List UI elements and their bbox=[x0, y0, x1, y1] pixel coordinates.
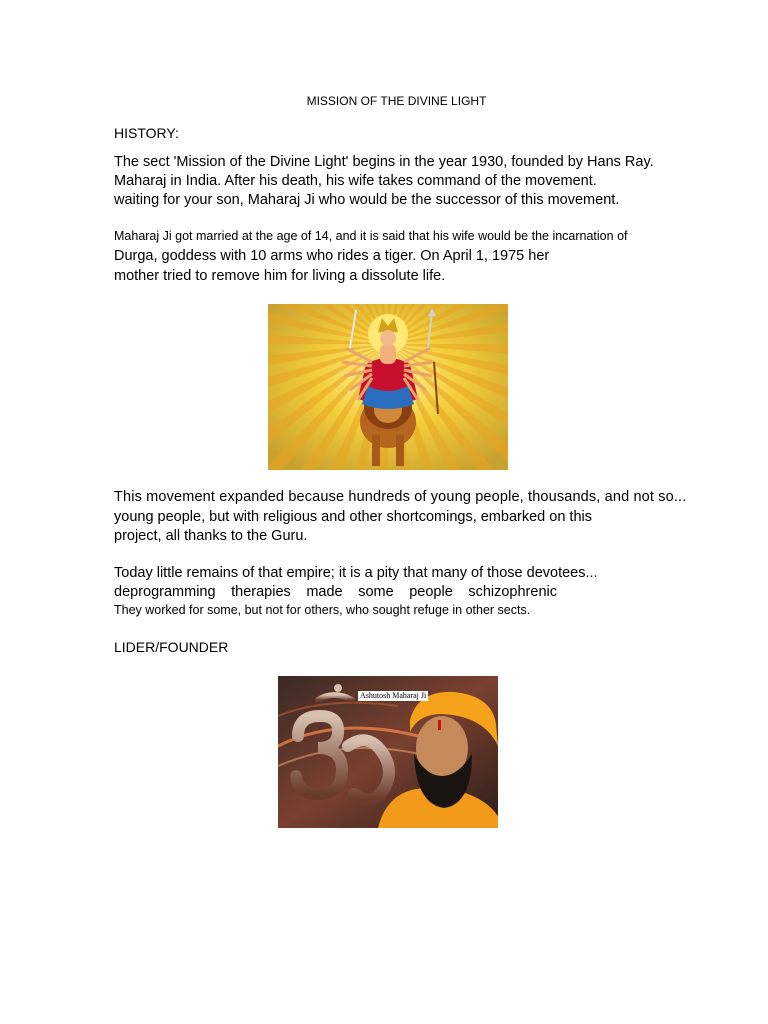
text-line: The sect 'Mission of the Divine Light' begins in the year 1930, founded by Hans Ray. bbox=[114, 154, 654, 170]
word: some bbox=[358, 584, 394, 600]
word: people bbox=[409, 584, 453, 600]
text-line: young people, but with religious and other shortcomings, embarked on this bbox=[114, 509, 592, 525]
word: deprogramming bbox=[114, 584, 216, 600]
document-title: MISSION OF THE DIVINE LIGHT bbox=[306, 94, 487, 108]
text-line: mother tried to remove him for living a dissolute life. bbox=[114, 268, 446, 284]
text-line-small: They worked for some, but not for others, who sought refuge in other sects. bbox=[114, 603, 531, 617]
word: therapies bbox=[231, 584, 291, 600]
image-caption: Ashutosh Maharaj Ji bbox=[360, 691, 427, 700]
text-line: Maharaj in India. After his death, his wife takes command of the movement. bbox=[114, 173, 597, 189]
text-line: Today little remains of that empire; it is a pity that many of those devotees... bbox=[114, 565, 598, 581]
text-line: Durga, goddess with 10 arms who rides a tiger. On April 1, 1975 her bbox=[114, 248, 550, 264]
text-line: project, all thanks to the Guru. bbox=[114, 528, 308, 544]
founder-portrait-image bbox=[278, 676, 498, 828]
justified-text-line bbox=[114, 583, 557, 602]
text-line: This movement expanded because hundreds of young people, thousands, and not so... bbox=[114, 489, 687, 505]
word: made bbox=[306, 584, 343, 600]
history-heading: HISTORY: bbox=[114, 125, 179, 141]
durga-illustration bbox=[268, 304, 508, 470]
text-line: waiting for your son, Maharaj Ji who would be the successor of this movement. bbox=[114, 192, 620, 208]
durga-goddess-image bbox=[268, 304, 508, 470]
text-line-justified bbox=[114, 488, 688, 507]
text-line-small: Maharaj Ji got married at the age of 14, and it is said that his wife would be the incarnation of bbox=[114, 229, 628, 243]
founder-heading: LIDER/FOUNDER bbox=[114, 639, 229, 655]
word: schizophrenic bbox=[468, 584, 557, 600]
